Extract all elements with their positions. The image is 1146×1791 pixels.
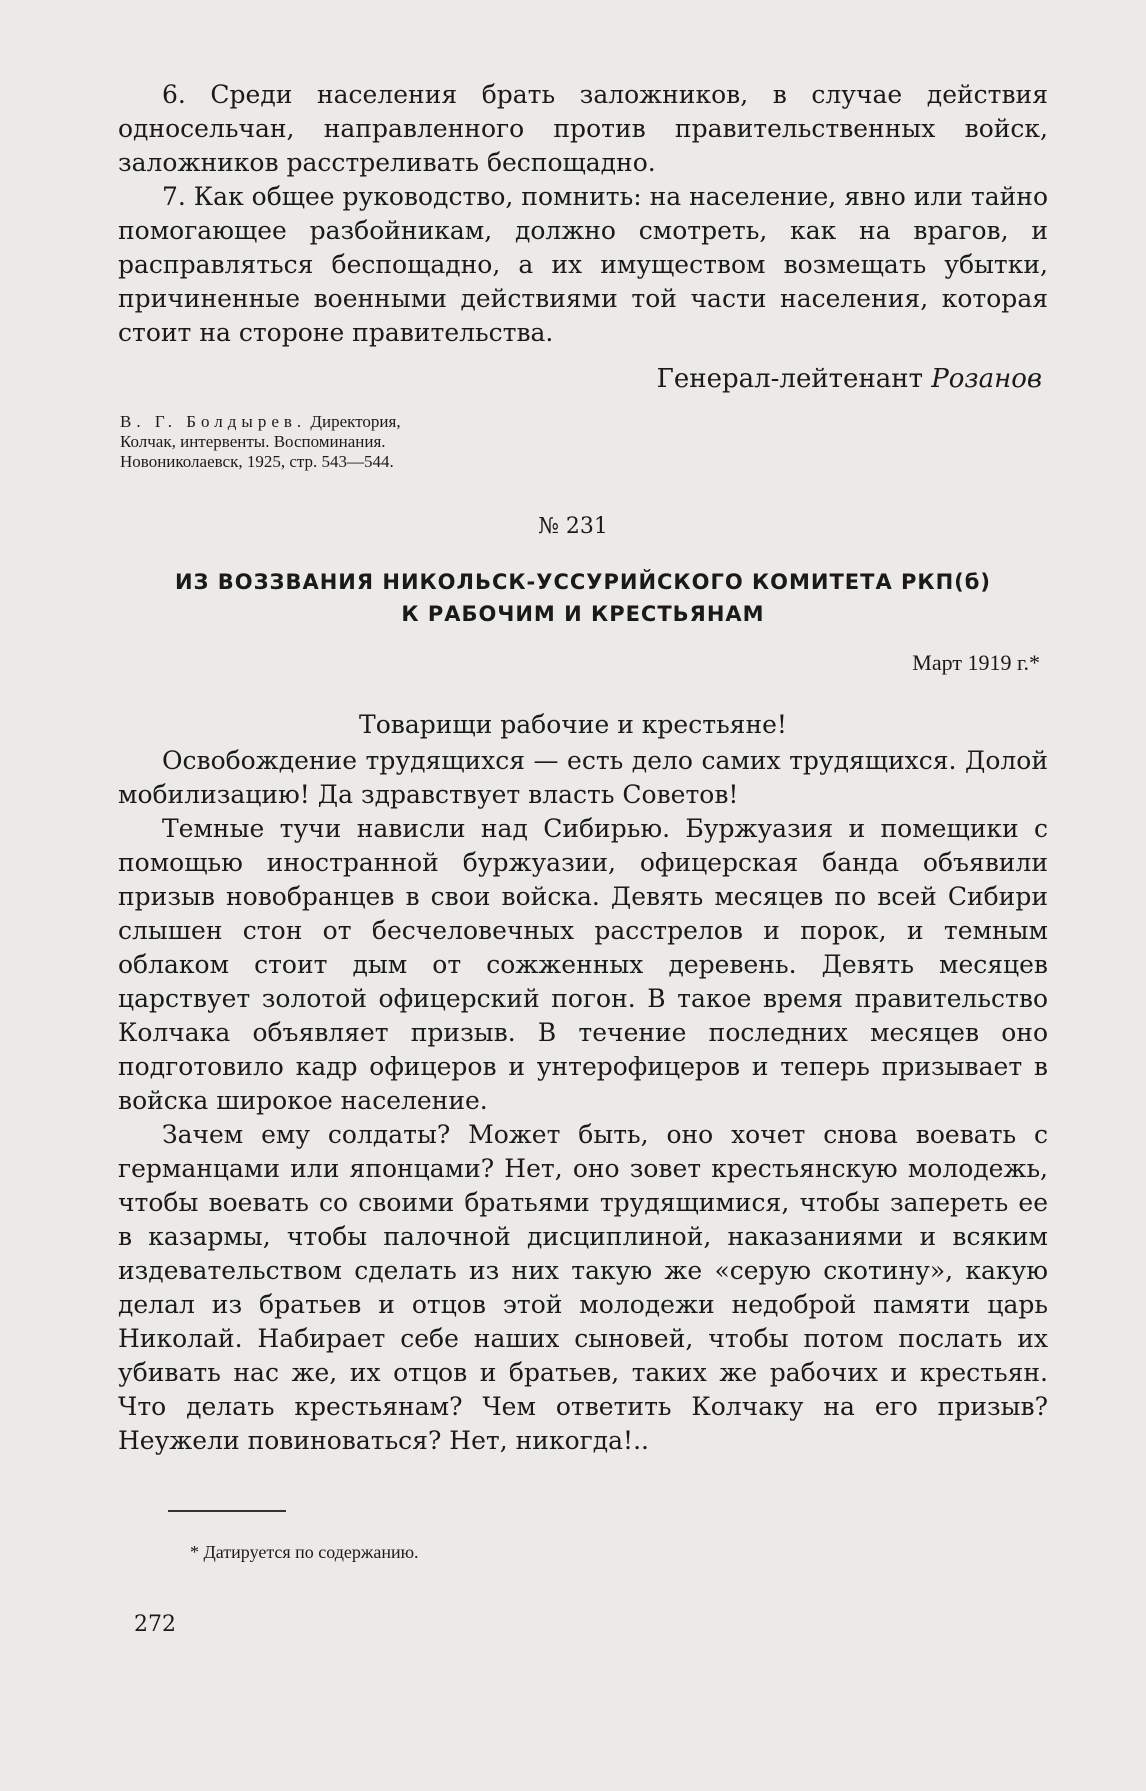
- source-author: В. Г. Болдырев.: [120, 412, 307, 431]
- footnote-divider: [168, 1510, 286, 1512]
- document-date: Март 1919 г.*: [912, 650, 1040, 675]
- source-line2: Колчак, интервенты. Воспоминания.: [120, 432, 386, 451]
- page-number: 272: [134, 1612, 176, 1637]
- document-title: [118, 566, 1048, 630]
- title-line-2: К РАБОЧИМ И КРЕСТЬЯНАМ: [401, 602, 765, 626]
- signature: [657, 364, 1042, 394]
- appeal-text: [118, 744, 1048, 1458]
- source-line3: Новониколаевск, 1925, стр. 543—544.: [120, 452, 394, 471]
- footnote: * Датируется по содержанию.: [190, 1542, 419, 1562]
- document-number: № 231: [538, 514, 608, 539]
- top-text: [118, 78, 1048, 350]
- source-citation: [120, 412, 401, 472]
- signature-rank: Генерал-лейтенант: [656, 364, 923, 394]
- appeal-paragraph-1: Освобождение трудящихся — есть дело самих трудящихся. Долой мобилизацию! Да здравствует власть Советов!: [118, 746, 1048, 809]
- paragraph-6: 6. Среди населения брать заложников, в случае действия односельчан, направленного против правительственных войск, заложников расстреливать беспощадно.: [118, 80, 1048, 177]
- appeal-paragraph-2: Темные тучи нависли над Сибирью. Буржуазия и помещики с помощью иностранной буржуазии, офицерская банда объявили призыв новобранцев в свои войска. Девять месяцев по всей Сибири слышен стон от бесчеловечных расстрелов и порок, и темным облаком стоит дым от сожженных деревень. Девять месяцев царствует золотой офицерский погон. В такое время правительство Колчака объявляет призыв. В течение последних месяцев оно подготовило кадр офицеров и унтерофицеров и теперь призывает в войска широкое население.: [118, 814, 1048, 1115]
- title-line-1: ИЗ ВОЗЗВАНИЯ НИКОЛЬСК-УССУРИЙСКОГО КОМИТЕТА РКП(б): [174, 570, 992, 594]
- source-line1: Директория,: [310, 412, 401, 431]
- signature-name: Розанов: [931, 364, 1042, 394]
- appeal-paragraph-3: Зачем ему солдаты? Может быть, оно хочет снова воевать с германцами или японцами? Нет, оно зовет крестьянскую молодежь, чтобы воевать со своими братьями трудящимися, чтобы запереть ее в казармы, чтобы палочной дисциплиной, наказаниями и всяким издевательством сделать из них такую же «серую скотину», какую делал из братьев и отцов этой молодежи недоброй памяти царь Николай. Набирает себе наших сыновей, чтобы потом послать их убивать нас же, их отцов и братьев, таких же рабочих и крестьян. Что делать крестьянам? Чем ответить Колчаку на его призыв? Неужели повиноваться? Нет, никогда!..: [118, 1120, 1048, 1455]
- paragraph-7: 7. Как общее руководство, помнить: на население, явно или тайно помогающее разбойникам, должно смотреть, как на врагов, и расправляться беспощадно, а их имуществом возмещать убытки, причиненные военными действиями той части населения, которая стоит на стороне правительства.: [118, 182, 1048, 347]
- salutation: Товарищи рабочие и крестьяне!: [359, 710, 787, 739]
